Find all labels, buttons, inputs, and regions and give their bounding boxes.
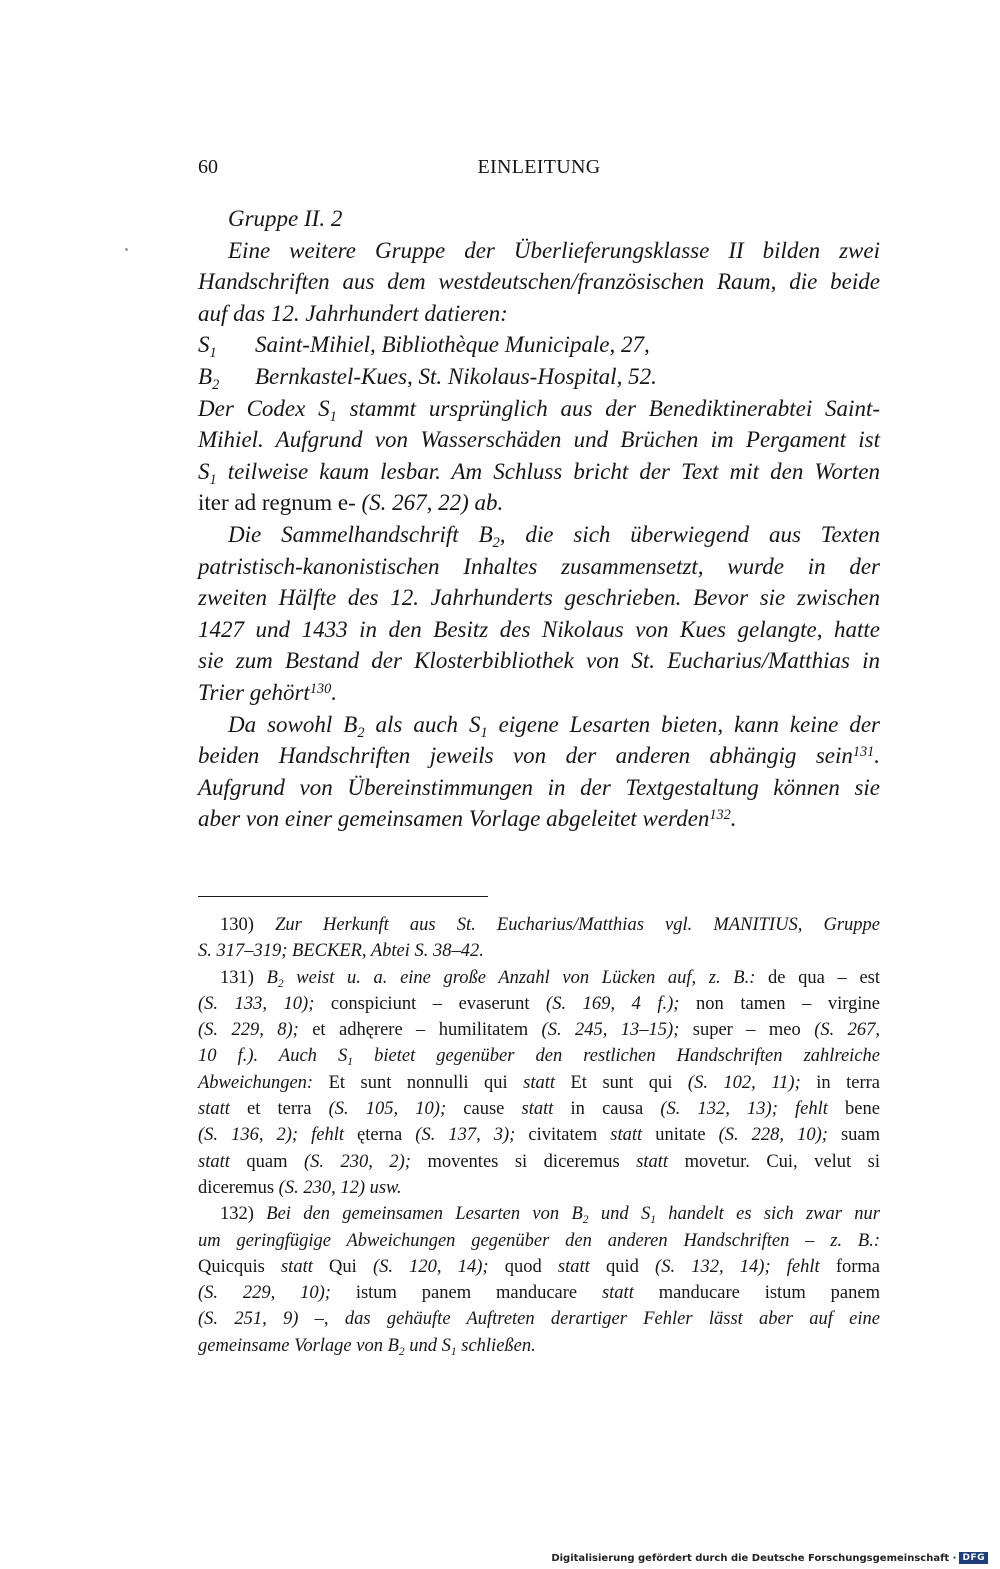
body-line: Mihiel. Aufgrund von Wasserschäden und Brüchen im Pergament ist xyxy=(198,427,880,453)
footnote-line: (S. 251, 9) –, das gehäufte Auftreten derartiger Fehler lässt aber auf eine xyxy=(198,1309,880,1330)
body-line: Trier gehört$^{130}$. xyxy=(198,679,337,705)
footnote-line: statt quam (S. 230, 2); moventes si diceremus statt movetur. Cui, velut si xyxy=(198,1151,880,1172)
siglum-entry: $S_1$ Saint-Mihiel, Bibliothèque Municipale, 27, xyxy=(198,332,650,362)
running-head: EINLEITUNG xyxy=(477,156,601,178)
body-line: Handschriften aus dem westdeutschen/französischen Raum, die beide xyxy=(198,269,880,295)
footnote-132: 132) Bei den gemeinsamen Lesarten von $B_2$ und $S_1$ handelt es sich zwar nur xyxy=(220,1204,881,1227)
page-header xyxy=(198,156,880,188)
footnote-131: 131) $B_2$ weist u. a. eine große Anzahl von Lücken auf, z. B.: de qua – est xyxy=(220,967,881,990)
body-line: iter ad regnum e- (S. 267, 22) ab. xyxy=(198,490,504,516)
main-text xyxy=(198,203,880,835)
footnotes xyxy=(198,912,880,1359)
footnote-line: Abweichungen: Et sunt nonnulli qui statt Et sunt qui (S. 102, 11); in terra xyxy=(198,1072,881,1093)
footnote-130: 130) Zur Herkunft aus St. Eucharius/Matthias vgl. MANITIUS, Gruppe xyxy=(220,915,880,935)
body-line: 1427 und 1433 in den Besitz des Nikolaus von Kues gelangte, hatte xyxy=(198,616,880,642)
footnote-line: diceremus (S. 230, 12) usw. xyxy=(198,1177,402,1198)
footnote-line: 10 f.). Auch $S_1$ bietet gegenüber den restlichen Handschriften zahlreiche xyxy=(198,1046,880,1069)
scan-speck xyxy=(125,248,128,251)
body-line: Aufgrund von Übereinstimmungen in der Textgestaltung können sie xyxy=(198,774,880,800)
page-number: 60 xyxy=(198,156,218,178)
body-line: $S_1$ teilweise kaum lesbar. Am Schluss bricht der Text mit den Worten xyxy=(198,458,880,488)
body-line: auf das 12. Jahrhundert datieren: xyxy=(198,300,508,326)
body-line: Eine weitere Gruppe der Überlieferungsklasse II bilden zwei xyxy=(228,237,880,263)
footnote-ref: 132 xyxy=(709,807,731,824)
body-line: Die Sammelhandschrift $B_2$, die sich überwiegend aus Texten xyxy=(228,521,880,551)
footnote-line: S. 317–319; BECKER, Abtei S. 38–42. xyxy=(198,941,484,962)
footnote-ref: 131 xyxy=(852,743,875,760)
footer-credit: Digitalisierung gefördert durch die Deutsche Forschungsgemeinschaft · xyxy=(551,1552,957,1564)
body-line: patristisch-kanonistischen Inhaltes zusammensetzt, wurde in der xyxy=(198,553,880,579)
body-line: aber von einer gemeinsamen Vorlage abgeleitet werden$^{132}$. xyxy=(198,806,737,832)
body-line: Da sowohl $B_2$ als auch $S_1$ eigene Lesarten bieten, kann keine der xyxy=(228,711,880,741)
footnote-line: (S. 229, 8); et adhęrere – humilitatem (S. 245, 13–15); super – meo (S. 267, xyxy=(198,1020,881,1041)
digitization-footer xyxy=(551,1552,988,1564)
dfg-logo: DFG xyxy=(959,1552,988,1564)
footnote-line: Quicquis statt Qui (S. 120, 14); quod statt quid (S. 132, 14); fehlt forma xyxy=(198,1256,881,1277)
siglum-entry: $B_2$ Bernkastel-Kues, St. Nikolaus-Hospital, 52. xyxy=(198,363,657,393)
body-line: Der Codex $S_1$ stammt ursprünglich aus der Benediktinerabtei Saint- xyxy=(198,395,880,425)
body-line: beiden Handschriften jeweils von der anderen abhängig sein$^{131}$. xyxy=(198,743,880,769)
body-line: sie zum Bestand der Klosterbibliothek von St. Eucharius/Matthias in xyxy=(198,648,880,674)
section-heading: Gruppe II. 2 xyxy=(228,206,343,231)
footnote-line: statt et terra (S. 105, 10); cause statt in causa (S. 132, 13); fehlt bene xyxy=(198,1099,880,1120)
footnote-rule xyxy=(198,896,488,897)
footnote-line: (S. 136, 2); fehlt ęterna (S. 137, 3); civitatem statt unitate (S. 228, 10); suam xyxy=(198,1125,881,1146)
footnote-line: (S. 133, 10); conspiciunt – evaserunt (S. 169, 4 f.); non tamen – virgine xyxy=(198,993,880,1014)
footnote-ref: 130 xyxy=(309,680,332,697)
body-line: zweiten Hälfte des 12. Jahrhunderts geschrieben. Bevor sie zwischen xyxy=(198,585,880,611)
footnote-line: gemeinsame Vorlage von $B_2$ und $S_1$ schließen. xyxy=(198,1335,536,1358)
footnote-line: um geringfügige Abweichungen gegenüber den anderen Handschriften – z. B.: xyxy=(198,1230,880,1251)
footnote-line: (S. 229, 10); istum panem manducare statt manducare istum panem xyxy=(198,1283,880,1304)
